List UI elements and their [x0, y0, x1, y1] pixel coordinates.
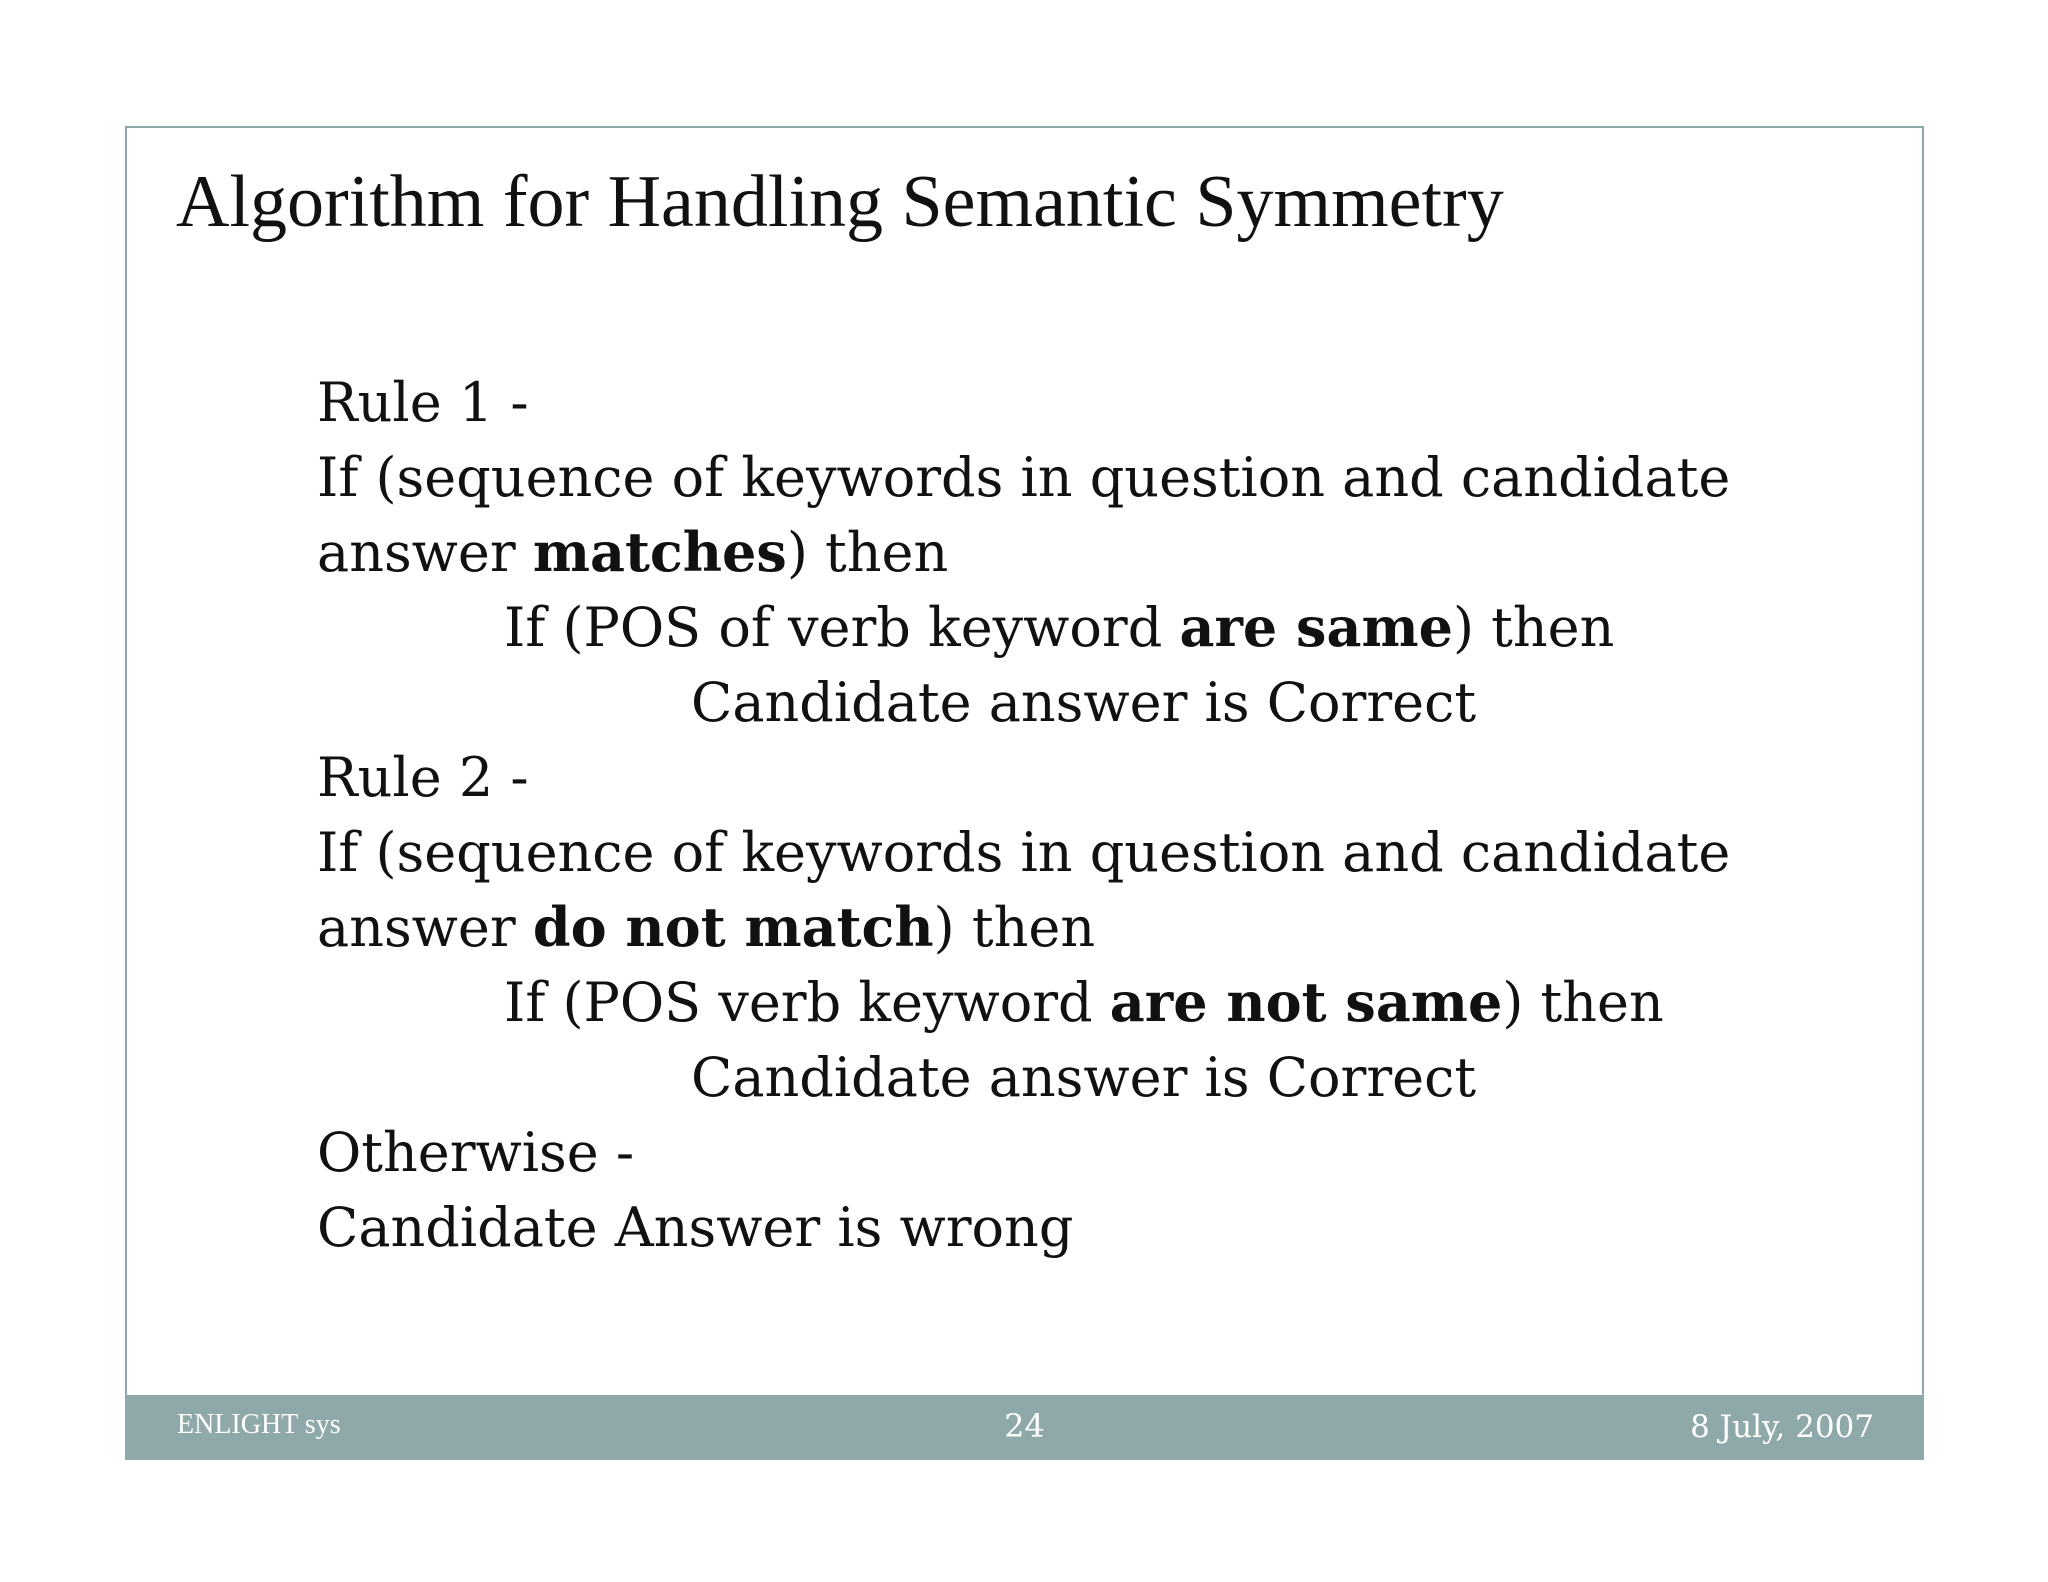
- body-line: [317, 965, 1837, 1040]
- slide-title: Algorithm for Handling Semantic Symmetry: [176, 161, 1504, 243]
- body-text: If (POS verb keyword: [504, 971, 1110, 1034]
- body-line: [317, 1040, 1837, 1115]
- body-line: [317, 590, 1837, 665]
- body-text: ) then: [933, 896, 1096, 959]
- body-line: [317, 815, 1837, 890]
- slide-footer: [127, 1395, 1922, 1458]
- emphasis-text: are not same: [1109, 970, 1503, 1034]
- body-text: Candidate answer is Correct: [691, 1046, 1477, 1109]
- emphasis-text: are same: [1179, 595, 1453, 659]
- body-line: [317, 1115, 1837, 1190]
- page-number: 24: [1004, 1407, 1045, 1445]
- emphasis-text: matches: [532, 520, 787, 584]
- body-text: If (sequence of keywords in question and candidate: [317, 446, 1731, 509]
- footer-date: 8 July, 2007: [1690, 1409, 1874, 1445]
- body-text: answer: [317, 521, 533, 584]
- body-line: [317, 440, 1837, 515]
- body-line: [317, 515, 1837, 590]
- body-text: Rule 1 -: [317, 371, 529, 434]
- body-line: [317, 365, 1837, 440]
- body-text: Candidate answer is Correct: [691, 671, 1477, 734]
- footer-author: ENLIGHT sys: [177, 1409, 341, 1440]
- slide-body: [317, 365, 1837, 1265]
- body-text: Rule 2 -: [317, 746, 529, 809]
- body-text: ) then: [1502, 971, 1664, 1034]
- body-text: ) then: [1452, 596, 1615, 659]
- body-text: If (sequence of keywords in question and candidate: [317, 821, 1731, 884]
- body-line: [317, 665, 1837, 740]
- body-line: [317, 1190, 1837, 1265]
- body-text: answer: [317, 896, 533, 959]
- body-line: [317, 740, 1837, 815]
- emphasis-text: do not match: [532, 895, 934, 959]
- slide: [125, 126, 1924, 1460]
- body-text: If (POS of verb keyword: [504, 596, 1180, 659]
- body-line: [317, 890, 1837, 965]
- body-text: Otherwise -: [317, 1121, 635, 1184]
- body-text: ) then: [786, 521, 949, 584]
- body-text: Candidate Answer is wrong: [317, 1196, 1074, 1259]
